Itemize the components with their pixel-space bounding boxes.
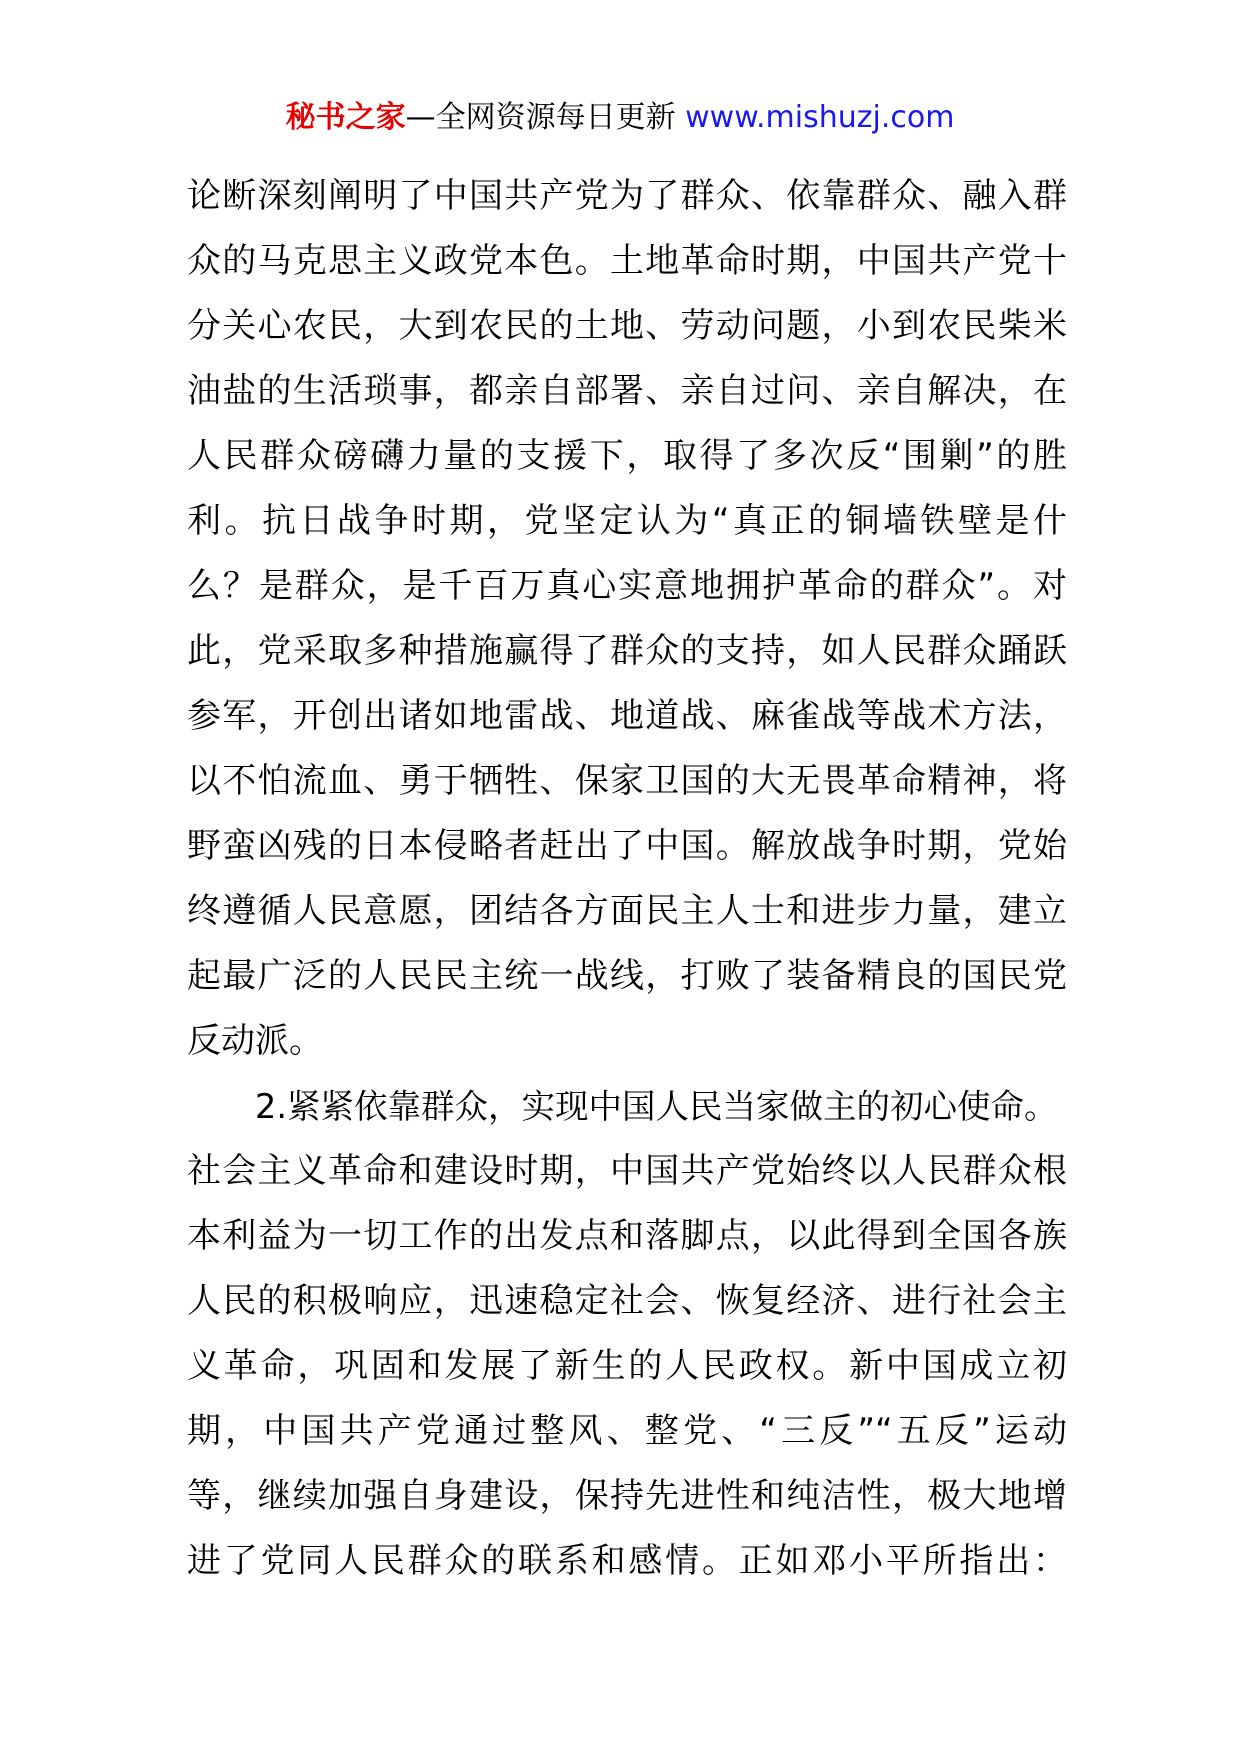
brand-name: 秘书之家: [285, 100, 406, 135]
text-line: 利。抗日战争时期，党坚定认为“真正的铜墙铁壁是什: [187, 501, 1067, 541]
text-line: 参军，开创出诸如地雷战、地道战、麻雀战等战术方法，: [187, 696, 1067, 736]
document-body: [187, 164, 1067, 1594]
text-line: 油盐的生活琐事，都亲自部署、亲自过问、亲自解决，在: [187, 371, 1067, 411]
text-line: 进了党同人民群众的联系和感情。正如邓小平所指出：: [187, 1541, 1067, 1581]
text-line: 此，党采取多种措施赢得了群众的支持，如人民群众踊跃: [187, 631, 1067, 671]
text-line: 野蛮凶残的日本侵略者赶出了中国。解放战争时期，党始: [187, 826, 1067, 866]
text-line: 反动派。: [187, 1021, 323, 1061]
text-line: 起最广泛的人民民主统一战线，打败了装备精良的国民党: [187, 956, 1067, 996]
text-line: 人民群众磅礴力量的支援下，取得了多次反“围剿”的胜: [187, 436, 1067, 476]
section-heading: 2.紧紧依靠群众，实现中国人民当家做主的初心使命。: [255, 1087, 1058, 1126]
text-line: 本利益为一切工作的出发点和落脚点，以此得到全国各族: [187, 1216, 1067, 1256]
text-line: 社会主义革命和建设时期，中国共产党始终以人民群众根: [187, 1151, 1067, 1191]
page-header: [0, 98, 1240, 138]
text-line: 众的马克思主义政党本色。土地革命时期，中国共产党十: [187, 241, 1067, 281]
site-url: www.mishuzj.com: [685, 100, 955, 135]
text-line: 么？是群众，是千百万真心实意地拥护革命的群众”。对: [187, 566, 1067, 606]
text-line: 义革命，巩固和发展了新生的人民政权。新中国成立初: [187, 1346, 1067, 1386]
text-line: 终遵循人民意愿，团结各方面民主人士和进步力量，建立: [187, 891, 1067, 931]
text-line: 以不怕流血、勇于牺牲、保家卫国的大无畏革命精神，将: [187, 761, 1067, 801]
text-line: 分关心农民，大到农民的土地、劳动问题，小到农民柴米: [187, 306, 1067, 346]
header-tagline: —全网资源每日更新: [405, 100, 676, 135]
text-line: 论断深刻阐明了中国共产党为了群众、依靠群众、融入群: [187, 176, 1067, 216]
text-line: 期，中国共产党通过整风、整党、“三反”“五反”运动: [187, 1411, 1067, 1451]
text-line: 等，继续加强自身建设，保持先进性和纯洁性，极大地增: [187, 1476, 1067, 1516]
text-line: 人民的积极响应，迅速稳定社会、恢复经济、进行社会主: [187, 1281, 1067, 1321]
